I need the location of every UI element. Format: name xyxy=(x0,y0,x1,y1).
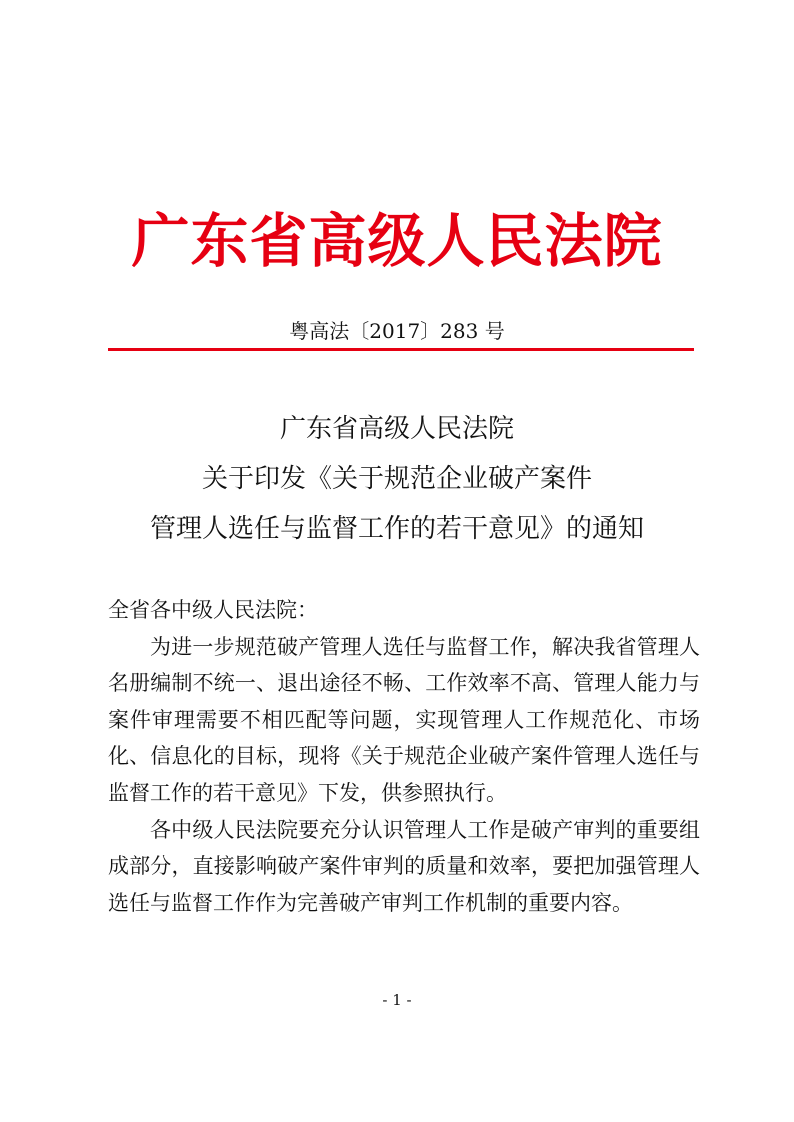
body-paragraph-2: 各中级人民法院要充分认识管理人工作是破产审判的重要组成部分，直接影响破产案件审判的质量和效率，要把加强管理人选任与监督工作作为完善破产审判工作机制的重要内容。 xyxy=(108,817,700,915)
title-line-2: 关于印发《关于规范企业破产案件 xyxy=(201,464,592,494)
title-line-1: 广东省高级人民法院 xyxy=(279,414,514,444)
document-number: 粤高法〔2017〕283 号 xyxy=(289,319,505,343)
red-separator-rule xyxy=(108,348,694,351)
page-number: - 1 - xyxy=(382,991,412,1009)
title-line-3: 管理人选任与监督工作的若干意见》的通知 xyxy=(149,514,644,544)
document-title xyxy=(0,404,794,554)
issuer-heading: 广东省高级人民法院 xyxy=(131,207,663,275)
salutation: 全省各中级人民法院： xyxy=(108,598,318,622)
document-body xyxy=(108,592,700,921)
body-paragraph-1: 为进一步规范破产管理人选任与监督工作，解决我省管理人名册编制不统一、退出途径不畅、工作效率不高、管理人能力与案件审理需要不相匹配等问题，实现管理人工作规范化、市场化、信息化的目标，现将《关于规范企业破产案件管理人选任与监督工作的若干意见》下发，供参照执行。 xyxy=(108,634,700,805)
